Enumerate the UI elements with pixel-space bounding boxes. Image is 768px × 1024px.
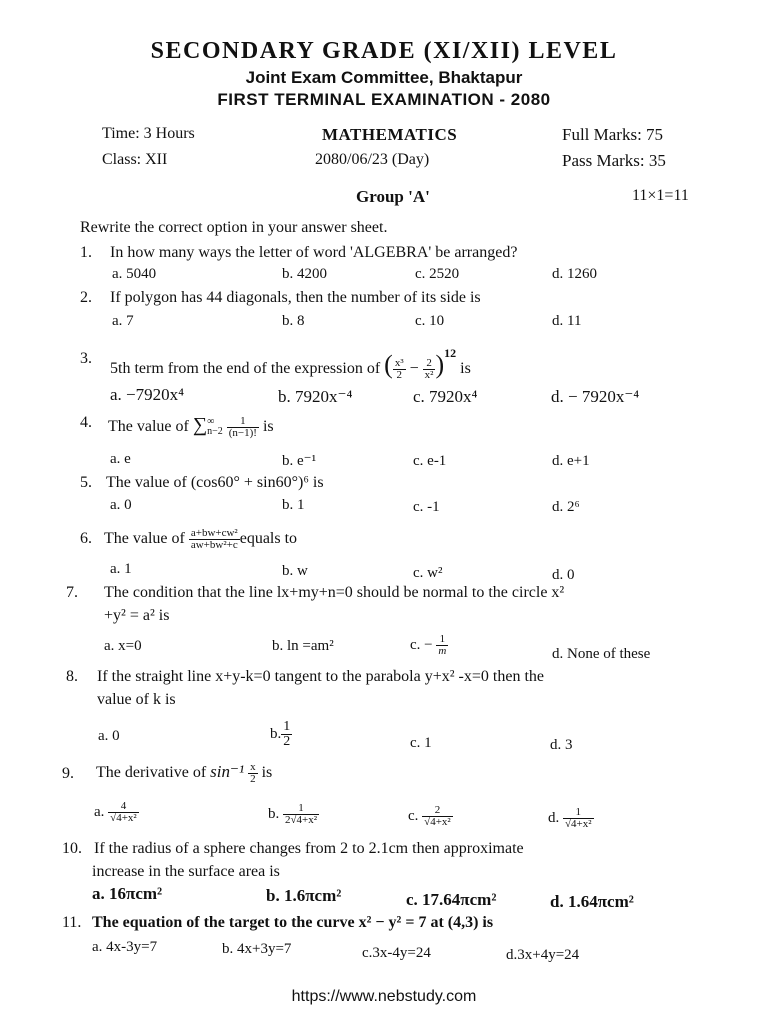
question-number: 10. [62, 840, 82, 857]
question-number: 6. [80, 530, 92, 547]
fraction: $\frac{\text{a+bw+cw²}}{\text{aw+bw²+c}}$ [190, 527, 238, 551]
option-a: a. 0 [110, 497, 132, 513]
option-d: d. $\frac{1}{\text{√4+x²}}$ [548, 806, 592, 830]
question-text: If the radius of a sphere changes from 2 to 2.1cm then approximate [94, 840, 524, 857]
option-a: a. x=0 [104, 638, 142, 654]
question-number: 5. [80, 474, 92, 491]
option-a: a. 5040 [112, 266, 157, 282]
binomial-expression: ( [384, 350, 393, 379]
fraction: $\frac{1}{\text{2√4+x²}}$ [285, 802, 318, 826]
question-number: 4. [80, 414, 92, 431]
option-c: c.3x-4y=24 [362, 945, 431, 961]
question-text-end: equals to [239, 530, 298, 548]
option-b: b. $\frac{1}{\text{2√4+x²}}$ [268, 802, 318, 826]
question-text-main: The value of [108, 418, 189, 435]
option-d: d. e+1 [552, 453, 590, 469]
option-b: b. 4x+3y=7 [222, 941, 292, 957]
option-d: d. 11 [552, 313, 582, 329]
instruction: Rewrite the correct option in your answer sheet. [80, 219, 388, 236]
option-b: b. ln =am² [272, 638, 334, 654]
option-d: d. 3 [550, 737, 573, 753]
option-c: c. $\frac{2}{\text{√4+x²}}$ [408, 804, 451, 828]
option-a: a. e [110, 451, 131, 467]
option-b: b. 1.6πcm² [266, 886, 342, 905]
question-number: 1. [80, 244, 92, 261]
class-label: Class: XII [102, 151, 168, 168]
question-text-end: is [262, 418, 274, 435]
option-c: c. 17.64πcm² [406, 890, 497, 909]
paper-title: SECONDARY GRADE (XI/XII) LEVEL [150, 38, 618, 64]
pass-marks-label: Pass Marks: 35 [562, 151, 666, 170]
time-label: Time: 3 Hours [102, 125, 195, 142]
fraction: $\frac{\text{x³}}{2}$ [394, 356, 404, 381]
question-text [104, 528, 297, 551]
question-number: 8. [66, 668, 78, 685]
option-b: b. 7920x⁻⁴ [278, 387, 353, 406]
question-text: If the straight line x+y-k=0 tangent to the parabola y+x² -x=0 then the [97, 668, 544, 685]
option-d: d. 1260 [552, 266, 597, 282]
question-text-main: The value of [104, 530, 185, 548]
committee-name: Joint Exam Committee, Bhaktapur [245, 68, 523, 87]
question-text: 5th term from the end of the expression of ( $\frac{\text{x³}}{2}$ − $\frac{2}{\text{x²}}$ )$^{12}$ is [110, 345, 471, 381]
question-text: The value of ∑ ∞ n−2 $\frac{1}{(n-1)!}$ is [108, 414, 274, 439]
option-a: a. 0 [98, 728, 120, 744]
option-c: c. w² [413, 565, 443, 581]
option-a: a. −7920x⁴ [110, 385, 185, 404]
option-d: d. 1.64πcm² [550, 892, 634, 911]
question-text-line2: value of k is [97, 691, 176, 708]
fraction: $\frac{2}{\text{√4+x²}}$ [424, 804, 451, 828]
question-number: 3. [80, 350, 92, 367]
option-b: b. $\frac{1}{2}$ [270, 719, 291, 749]
option-d: d. − 7920x⁻⁴ [551, 387, 640, 406]
fraction: $\frac{4}{\text{√4+x²}}$ [110, 800, 137, 824]
option-c: c. 7920x⁴ [413, 387, 478, 406]
option-b: b. 1 [282, 497, 305, 513]
option-a: a. 16πcm² [92, 884, 163, 903]
question-number: 2. [80, 289, 92, 306]
question-text: If polygon has 44 diagonals, then the number of its side is [110, 289, 481, 306]
full-marks-label: Full Marks: 75 [562, 125, 664, 144]
footer-url[interactable]: https://www.nebstudy.com [291, 988, 477, 1005]
group-title: Group 'A' [356, 187, 430, 206]
subject-label: MATHEMATICS [322, 125, 458, 144]
option-d: d. 0 [552, 567, 575, 583]
option-b: b. 8 [282, 313, 305, 329]
question-text-main: The derivative of [96, 764, 207, 782]
fraction: $\frac{1}{m}$ [438, 633, 447, 657]
fraction: $\frac{1}{\text{√4+x²}}$ [565, 806, 592, 830]
fraction: $\frac{x}{2}$ [250, 761, 256, 785]
option-c: c. − $\frac{1}{m}$ [410, 633, 447, 657]
group-marks: 11×1=11 [632, 187, 689, 204]
question-text-line2: increase in the surface area is [92, 863, 280, 880]
option-b: b. w [282, 563, 308, 579]
option-b: b. e⁻¹ [282, 453, 317, 469]
question-text: In how many ways the letter of word 'ALGEBRA' be arranged? [110, 244, 518, 261]
question-text-end: is [460, 360, 471, 377]
power: 12 [444, 345, 457, 360]
option-d: d. 2⁶ [552, 499, 580, 515]
question-number: 9. [62, 765, 74, 782]
option-d: d. None of these [552, 646, 651, 662]
option-c: c. 2520 [415, 266, 460, 282]
option-c: c. 10 [415, 313, 445, 329]
option-d: d.3x+4y=24 [506, 947, 580, 963]
fraction: $\frac{1}{2}$ [283, 719, 291, 749]
question-number: 11. [62, 914, 82, 931]
option-c: c. 1 [410, 735, 432, 751]
question-text: The equation of the target to the curve x² − y² = 7 at (4,3) is [92, 914, 494, 931]
fraction: $\frac{1}{(n-1)!}$ [228, 414, 257, 439]
question-text: The condition that the line lx+my+n=0 should be normal to the circle x² [104, 584, 565, 601]
option-c: c. -1 [413, 499, 440, 515]
question-text-main: 5th term from the end of the expression of [110, 360, 381, 377]
option-b: b. 4200 [282, 266, 327, 282]
option-c: c. e-1 [413, 453, 447, 469]
option-a: a. $\frac{4}{\text{√4+x²}}$ [94, 800, 137, 824]
sum-symbol: ∑ [192, 414, 208, 436]
question-text-end: is [261, 764, 273, 782]
exam-name: FIRST TERMINAL EXAMINATION - 2080 [217, 90, 551, 109]
question-text-line2: +y² = a² is [104, 607, 170, 624]
option-a: a. 4x-3y=7 [92, 939, 158, 955]
date-label: 2080/06/23 (Day) [315, 151, 430, 168]
fraction: $\frac{2}{\text{x²}}$ [424, 356, 434, 381]
question-number: 7. [66, 584, 78, 601]
option-a: a. 1 [110, 561, 132, 577]
question-text: The derivative of sin⁻¹ $\frac{x}{2}$ is [96, 761, 273, 785]
question-text: The value of (cos60° + sin60°)⁶ is [106, 474, 324, 491]
option-a: a. 7 [112, 313, 134, 329]
